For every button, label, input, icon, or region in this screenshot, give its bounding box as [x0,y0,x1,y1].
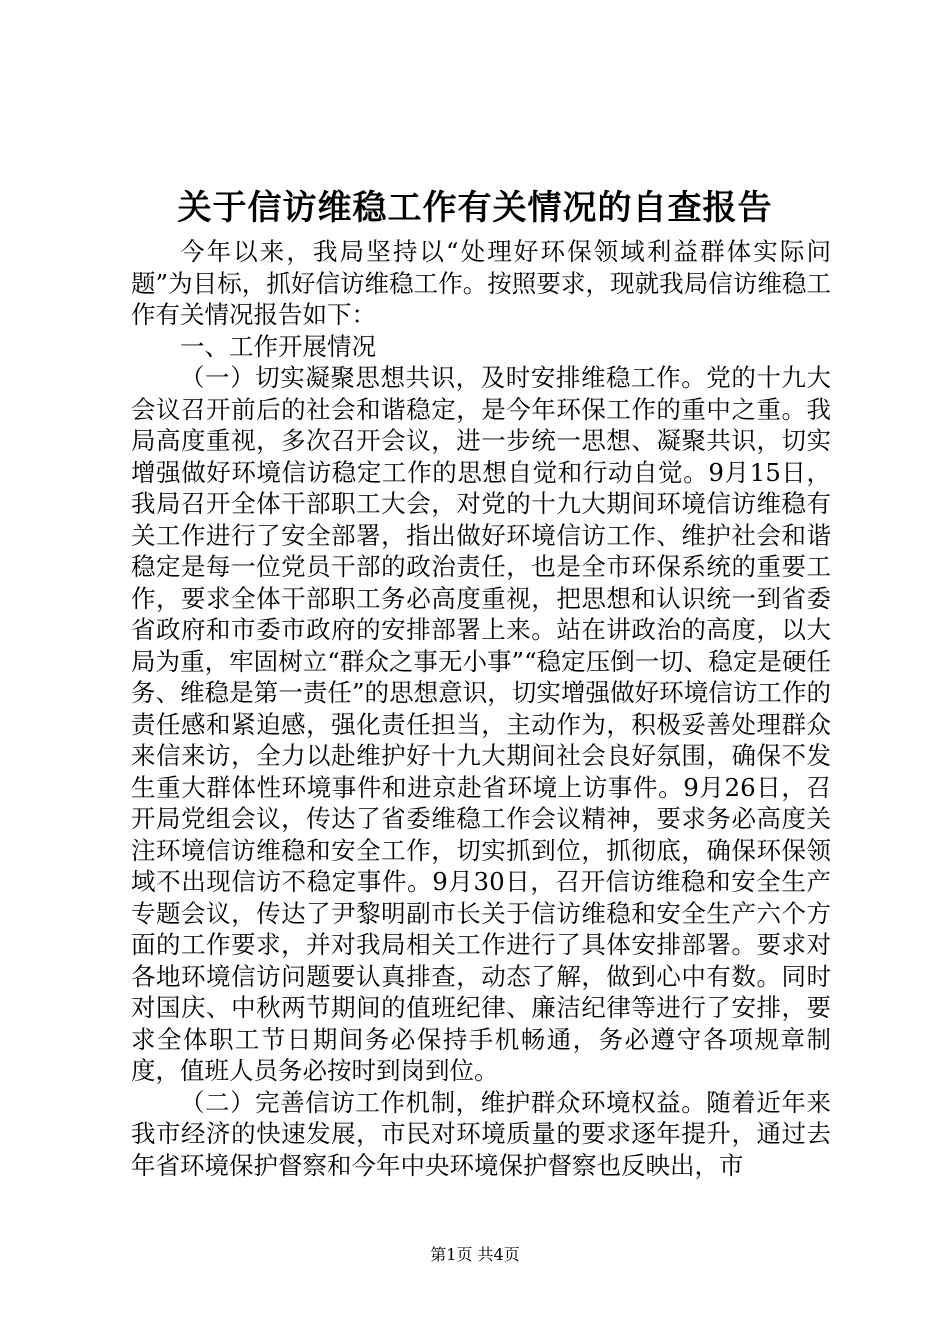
paragraph-intro: 今年以来，我局坚持以“处理好环保领域利益群体实际问题”为目标，抓好信访维稳工作。按照要求，现就我局信访维稳工作有关情况报告如下： [131,237,831,329]
section-heading: 一、工作开展情况 [180,331,376,361]
paragraph-section-1: （一）切实凝聚思想共识，及时安排维稳工作。党的十九大会议召开前后的社会和谐稳定，是今年环保工作的重中之重。我局高度重视，多次召开会议，进一步统一思想、凝聚共识，切实增强做好环境信访稳定工作的思想自觉和行动自觉。9月15日，我局召开全体干部职工大会，对党的十九大期间环境信访维稳有关工作进行了安全部署，指出做好环境信访工作、维护社会和谐稳定是每一位党员干部的政治责任，也是全市环保系统的重要工作，要求全体干部职工务必高度重视，把思想和认识统一到省委省政府和市委市政府的安排部署上来。站在讲政治的高度，以大局为重，牢固树立“群众之事无小事”“稳定压倒一切、稳定是硬任务、维稳是第一责任”的思想意识，切实增强做好环境信访工作的责任感和紧迫感，强化责任担当，主动作为，积极妥善处理群众来信来访，全力以赴维护好十九大期间社会良好氛围，确保不发生重大群体性环境事件和进京赴省环境上访事件。9月26日，召开局党组会议，传达了省委维稳工作会议精神，要求务必高度关注环境信访维稳和安全工作，切实抓到位，抓彻底，确保环保领域不出现信访不稳定事件。9月30日，召开信访维稳和安全生产专题会议，传达了尹黎明副市长关于信访维稳和安全生产六个方面的工作要求，并对我局相关工作进行了具体安排部署。要求对各地环境信访问题要认真排查，动态了解，做到心中有数。同时对国庆、中秋两节期间的值班纪律、廉洁纪律等进行了安排，要求全体职工节日期间务必保持手机畅通，务必遵守各项规章制度，值班人员务必按时到岗到位。 [131,363,831,1085]
paragraph-section-2: （二）完善信访工作机制，维护群众环境权益。随着近年来我市经济的快速发展，市民对环境质量的要求逐年提升，通过去年省环境保护督察和今年中央环境保护督察也反映出，市 [131,1087,831,1180]
document-title: 关于信访维稳工作有关情况的自查报告 [177,188,773,228]
page-footer: 第1页 共4页 [430,1245,520,1264]
document-body [131,236,831,1181]
